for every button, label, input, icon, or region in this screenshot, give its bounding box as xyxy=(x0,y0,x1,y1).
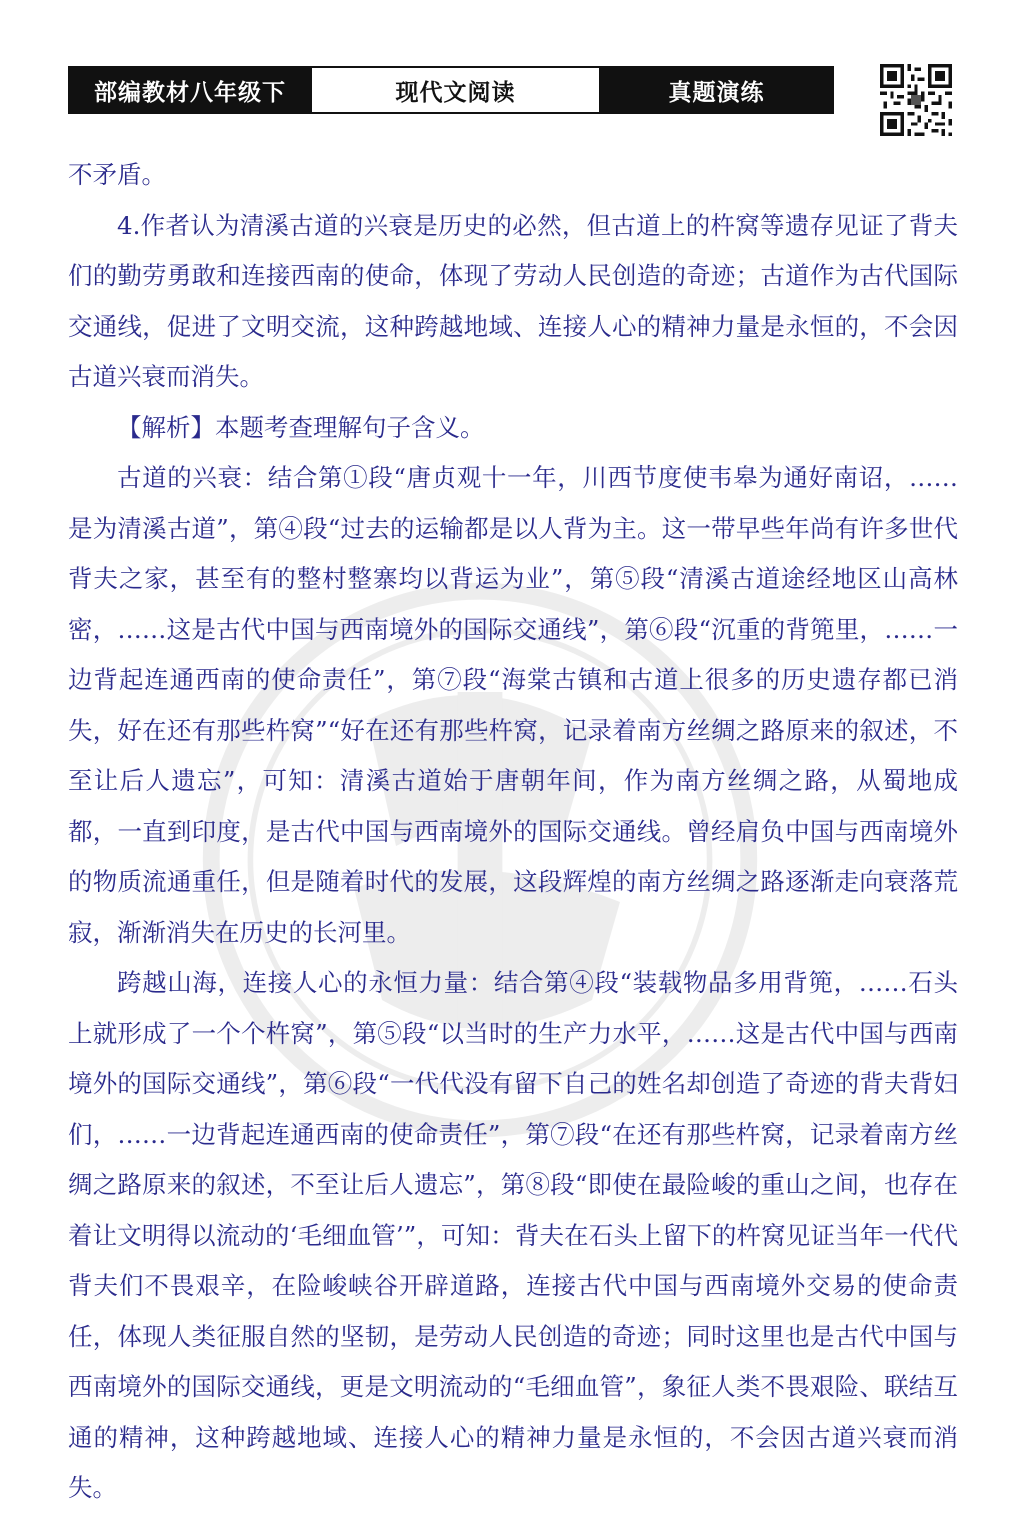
header-textbook-label: 部编教材八年级下 xyxy=(70,68,310,112)
analysis-paragraph-eternal-power: 跨越山海，连接人心的永恒力量：结合第④段“装载物品多用背篼，……石头上就形成了一个个杵窝”，第⑤段“以当时的生产力水平，……这是古代中国与西南境外的国际交通线”，第⑥段“一代代没有留下自己的姓名却创造了奇迹的背夫背妇们，……一边背起连通西南的使命责任”，第⑦段“在还有那些杵窝，记录着南方丝绸之路原来的叙述，不至让后人遗忘”，第⑧段“即使在最险峻的重山之间，也存在着让文明得以流动的‘毛细血管’”，可知：背夫在石头上留下的杵窝见证当年一代代背夫们不畏艰辛，在险峻峡谷开辟道路，连接古代中国与西南境外交易的使命责任，体现人类征服自然的坚韧，是劳动人民创造的奇迹；同时这里也是古代中国与西南境外的国际交通线，更是文明流动的“毛细血管”，象征人类不畏艰险、联结互通的精神，这种跨越地域、连接人心的精神力量是永恒的，不会因古道兴衰而消失。 xyxy=(68,968,958,1502)
header-section-label: 现代文阅读 xyxy=(310,68,601,112)
analysis-heading: 【解析】本题考查理解句子含义。 xyxy=(117,412,485,442)
analysis-paragraph-rise-fall: 古道的兴衰：结合第①段“唐贞观十一年，川西节度使韦皋为通好南诏，……是为清溪古道”，第④段“过去的运输都是以人背为主。这一带早些年尚有许多世代背夫之家，甚至有的整村整寨均以背运为业”，第⑤段“清溪古道途经地区山高林密，……这是古代中国与西南境外的国际交通线”，第⑥段“沉重的背篼里，……一边背起连通西南的使命责任”，第⑦段“海棠古镇和古道上很多的历史遗存都已消失，好在还有那些杵窝”“好在还有那些杵窝，记录着南方丝绸之路原来的叙述，不至让后人遗忘”，可知：清溪古道始于唐朝年间，作为南方丝绸之路，从蜀地成都，一直到印度，是古代中国与西南境外的国际交通线。曾经肩负中国与西南境外的物质流通重任，但是随着时代的发展，这段辉煌的南方丝绸之路逐渐走向衰落荒寂，渐渐消失在历史的长河里。 xyxy=(68,463,958,947)
document-body xyxy=(68,150,958,1514)
answer-paragraph: 4.作者认为清溪古道的兴衰是历史的必然，但古道上的杵窝等遗存见证了背夫们的勤劳勇敢和连接西南的使命，体现了劳动人民创造的奇迹；古道作为古代国际交通线，促进了文明交流，这种跨越地域、连接人心的精神力量是永恒的，不会因古道兴衰而消失。 xyxy=(68,210,958,391)
page-header xyxy=(68,66,834,114)
header-practice-label: 真题演练 xyxy=(601,68,832,112)
qr-code-icon xyxy=(880,64,952,136)
paragraph-continuation: 不矛盾。 xyxy=(68,160,166,189)
